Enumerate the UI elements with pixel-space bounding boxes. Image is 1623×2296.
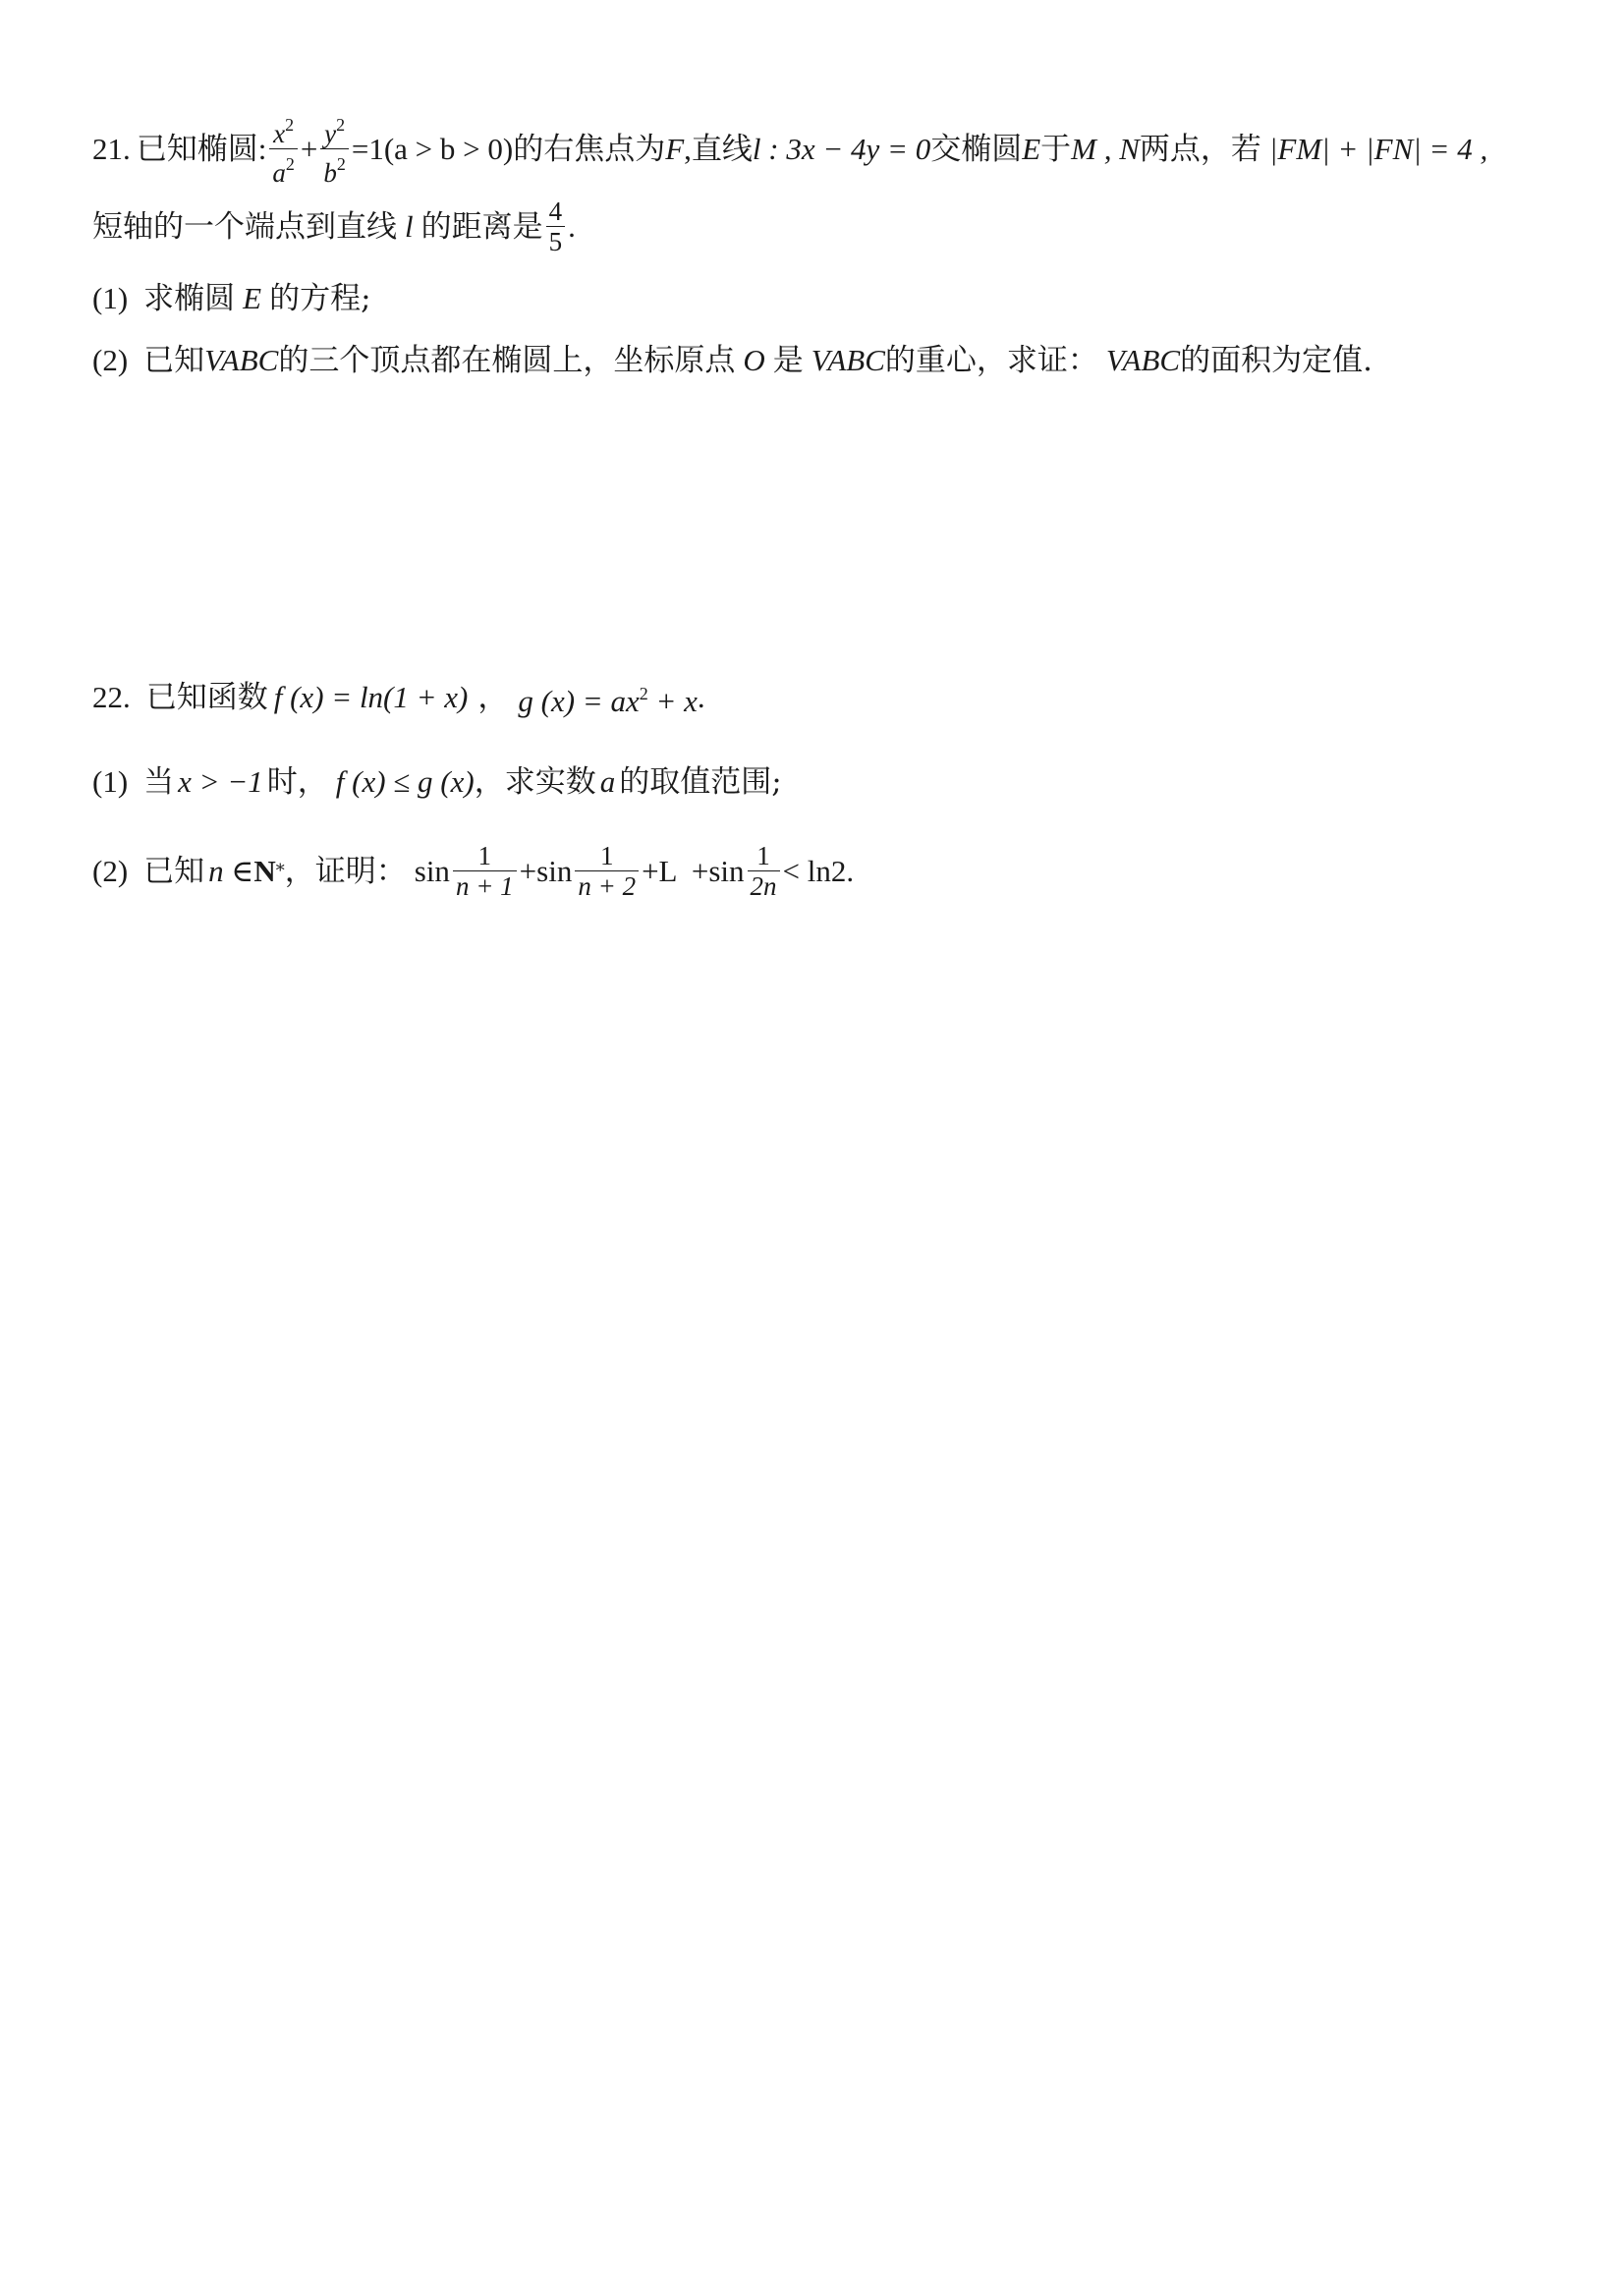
- q21-text-e: 于: [1040, 131, 1072, 167]
- frac2-den: n + 2: [575, 870, 639, 901]
- triangle-ABC-3: VABC: [1105, 343, 1181, 377]
- lt-ln2: < ln2: [782, 853, 847, 888]
- origin-O: O: [743, 343, 765, 377]
- frac-1-over-n-plus-1: [453, 841, 517, 901]
- q22-p2-label: (2): [92, 853, 129, 888]
- q21-p2-text-d: 的重心，求证：: [884, 343, 1098, 378]
- ellipse-plus: +: [300, 131, 318, 166]
- points-MN: M , N: [1071, 131, 1140, 166]
- q22-sep: ，: [477, 680, 509, 715]
- ellipse-rhs: =1(a > b > 0): [351, 131, 514, 166]
- ellipse-y: y: [324, 119, 337, 148]
- q21-p2-text-a: 已知: [143, 343, 205, 378]
- sq-a: 2: [285, 154, 295, 174]
- q21-line2-text-b: 的距离是: [420, 208, 543, 245]
- triangle-ABC-2: VABC: [811, 343, 885, 377]
- q22-line1: [92, 672, 705, 723]
- q21-text-c: 直线: [691, 131, 753, 167]
- q21-comma: ,: [684, 131, 692, 166]
- q22-p1-cond: x > −1: [178, 764, 263, 799]
- plus-1: +: [519, 853, 537, 888]
- q21-line2-l: l: [405, 208, 414, 244]
- ellipse-b: b: [323, 158, 337, 188]
- q22-p1-label: (1): [92, 764, 129, 799]
- g-lhs: g (x) = ax: [518, 684, 640, 718]
- q22-p1-ineq: f (x) ≤ g (x): [335, 764, 475, 799]
- line-l-eq: l : 3x − 4y = 0: [752, 131, 931, 166]
- q21-colon: :: [257, 131, 267, 166]
- sq-x: 2: [285, 115, 295, 135]
- frac-1-over-2n: [748, 841, 780, 901]
- q21-line2-period: .: [568, 208, 576, 244]
- q21-text-f: 两点，若: [1139, 131, 1261, 167]
- q22-p2-text-a: 已知: [143, 853, 205, 889]
- ellipse-term-y: [320, 110, 349, 188]
- ellipsis-term: +L +: [642, 853, 709, 888]
- sq-b: 2: [336, 154, 346, 174]
- q22-p1-text-d: 的取值范围;: [619, 764, 782, 800]
- q22-part2: [92, 841, 854, 901]
- frac2-num: 1: [599, 841, 614, 870]
- focus-F: F: [665, 131, 685, 166]
- q21-p2-text-b: 的三个顶点都在椭圆上，坐标原点: [278, 343, 736, 378]
- abs-expr: |FM| + |FN| = 4 ,: [1268, 131, 1488, 166]
- g-square: 2: [639, 684, 648, 703]
- q22-p1-text-b: 时，: [266, 764, 328, 800]
- q21-text-b: 的右焦点为: [513, 131, 666, 167]
- frac1-den: n + 1: [453, 870, 517, 901]
- naturals-star: *: [275, 860, 285, 881]
- q21-p1-text-b: 的方程;: [269, 281, 371, 316]
- g-definition: [518, 672, 698, 723]
- q22-p2-period: .: [846, 853, 855, 888]
- q21-p1-E: E: [243, 281, 262, 315]
- q21-p2-label: (2): [92, 343, 129, 377]
- q22-period: .: [697, 680, 705, 714]
- frac-4-5-den: 5: [546, 226, 566, 256]
- g-rhs: + x: [655, 684, 698, 718]
- frac3-den: 2n: [748, 870, 780, 901]
- frac1-num: 1: [477, 841, 492, 870]
- q21-line1: [92, 110, 1487, 188]
- ellipse-a: a: [272, 158, 286, 188]
- ellipse-term-x: [269, 110, 298, 188]
- q22-p1-text-c: ，求实数: [474, 764, 596, 800]
- q22-part1: [92, 760, 782, 804]
- q22-text-a: 已知函数: [145, 680, 268, 715]
- frac3-num: 1: [756, 841, 770, 870]
- q21-line2: [92, 196, 576, 256]
- q21-line2-text: 短轴的一个端点到直线: [92, 208, 397, 245]
- q21-text-d: 交椭圆: [930, 131, 1023, 167]
- q21-p2-text-e: 的面积为定值.: [1180, 343, 1372, 378]
- q21-part1: [92, 277, 371, 320]
- f-definition: f (x) = ln(1 + x): [273, 680, 469, 714]
- q21-p1-text: 求椭圆: [143, 281, 236, 316]
- q21-part2: [92, 339, 1372, 382]
- frac-1-over-n-plus-2: [575, 841, 639, 901]
- q22-p2-text-b: ，证明：: [284, 853, 407, 889]
- sin-2: sin: [536, 853, 573, 888]
- sin-1: sin: [414, 853, 450, 888]
- q22-p1-text-a: 当: [143, 764, 175, 800]
- sin-3: sin: [708, 853, 745, 888]
- naturals-N: N: [253, 853, 276, 888]
- q22-number: 22.: [92, 680, 131, 714]
- q21-number: 21.: [92, 131, 131, 166]
- q22-p1-a: a: [599, 764, 616, 799]
- q21-p2-text-c: 是: [772, 343, 804, 378]
- ellipse-E: E: [1022, 131, 1041, 166]
- frac-4-5: [546, 196, 566, 256]
- frac-4-5-num: 4: [548, 196, 563, 226]
- q21-text-a: 已知椭圆: [136, 131, 258, 167]
- triangle-ABC-1: VABC: [204, 343, 279, 377]
- sq-y: 2: [336, 115, 346, 135]
- q21-p1-label: (1): [92, 281, 129, 315]
- q22-p2-n: n ∈: [208, 853, 254, 888]
- ellipse-x: x: [273, 119, 286, 148]
